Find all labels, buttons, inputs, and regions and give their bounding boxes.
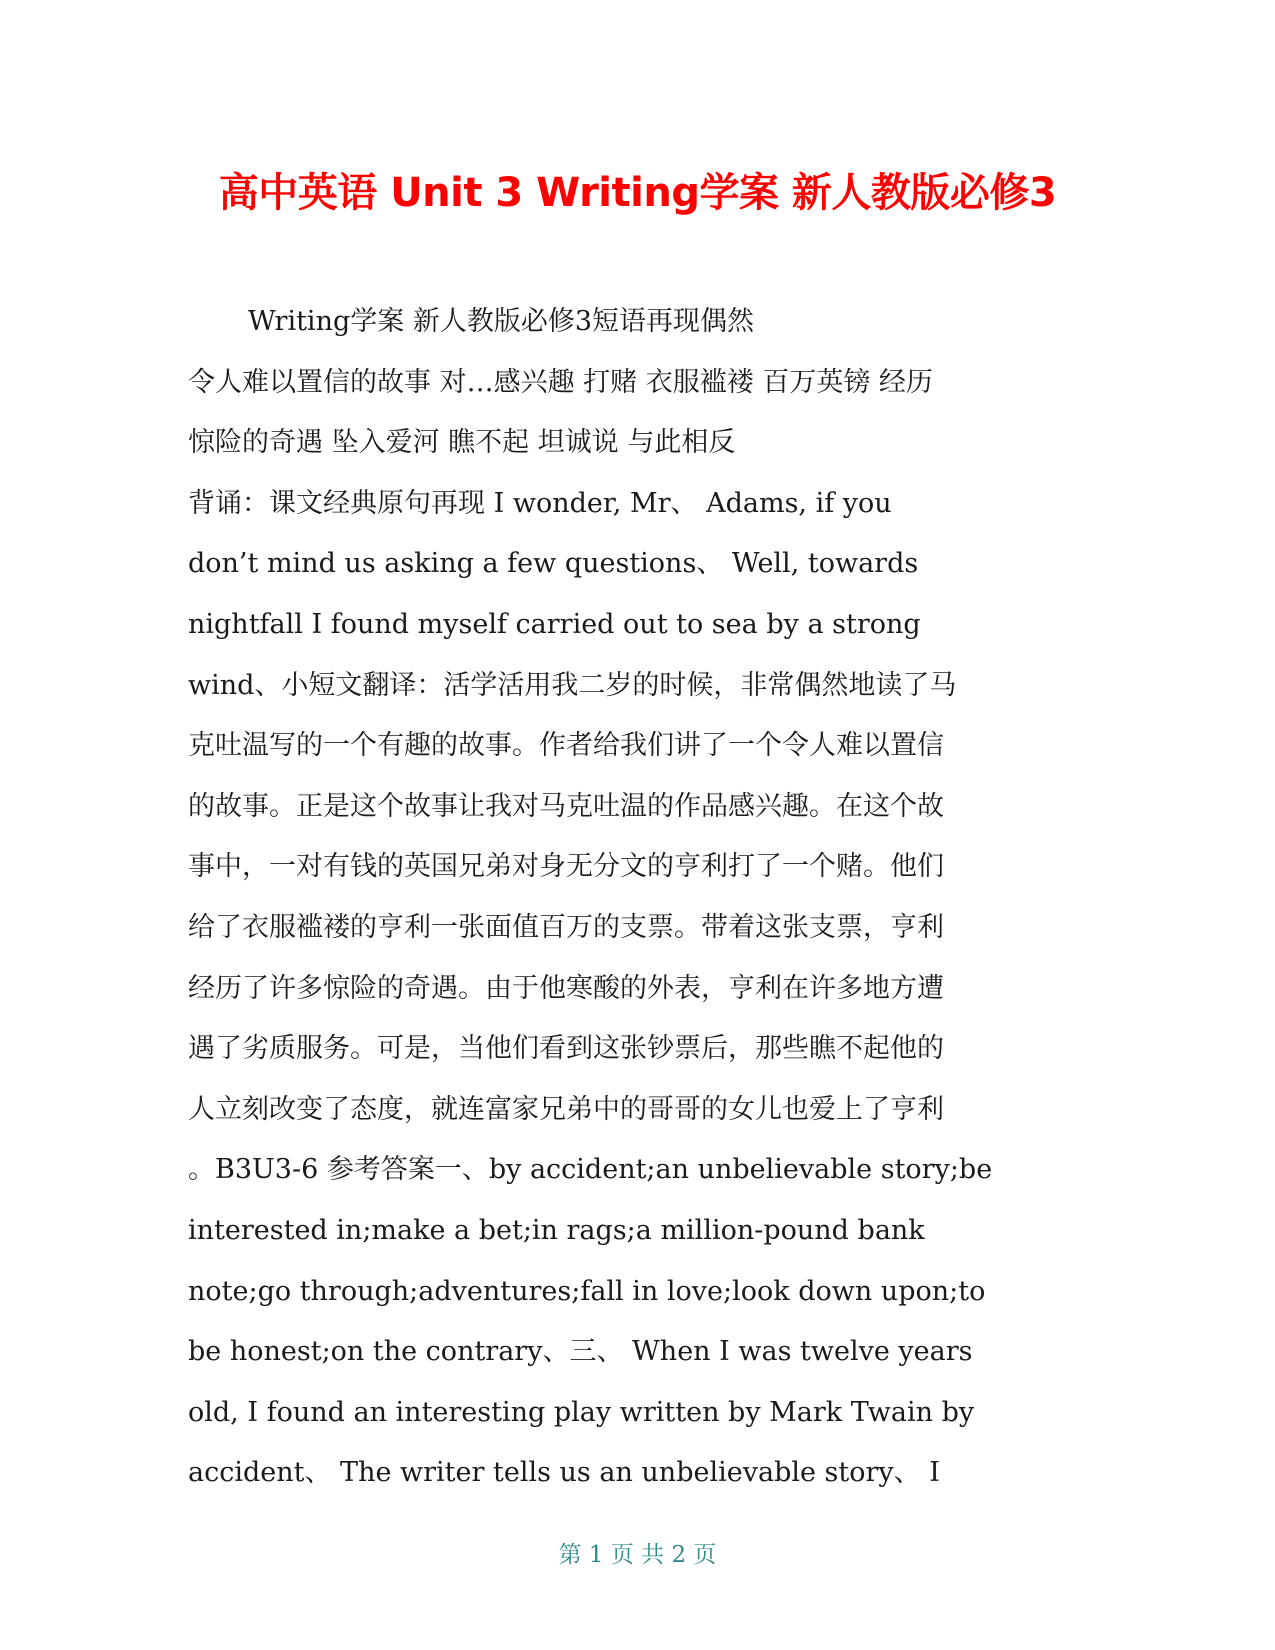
body-line: nightfall I found myself carried out to sea by a strong	[188, 608, 921, 640]
body-line: note;go through;adventures;fall in love;look down upon;to	[188, 1275, 986, 1307]
body-line: accident、 The writer tells us an unbelievable story、 I	[188, 1457, 940, 1489]
body-line: 克吐温写的一个有趣的故事。作者给我们讲了一个令人难以置信	[188, 730, 944, 762]
body-line: be honest;on the contrary、三、 When I was twelve years	[188, 1336, 973, 1368]
document-body	[188, 292, 1088, 1504]
body-line: 人立刻改变了态度，就连富家兄弟中的哥哥的女儿也爱上了亨利	[188, 1093, 944, 1125]
body-line: 遇了劣质服务。可是，当他们看到这张钞票后，那些瞧不起他的	[188, 1033, 944, 1065]
body-line: 惊险的奇遇 坠入爱河 瞧不起 坦诚说 与此相反	[188, 427, 736, 459]
body-line: 事中，一对有钱的英国兄弟对身无分文的亨利打了一个赌。他们	[188, 851, 944, 883]
body-line: 。B3U3-6 参考答案一、by accident;an unbelievable story;be	[188, 1154, 993, 1186]
body-line: 经历了许多惊险的奇遇。由于他寒酸的外表，亨利在许多地方遭	[188, 972, 944, 1004]
body-line: don’t mind us asking a few questions、 Well, towards	[188, 548, 919, 580]
body-line: interested in;make a bet;in rags;a million-pound bank	[188, 1214, 925, 1246]
body-line: 给了衣服褴褛的亨利一张面值百万的支票。带着这张支票，亨利	[188, 911, 944, 943]
body-line: Writing学案 新人教版必修3短语再现偶然	[248, 306, 754, 337]
body-line: 的故事。正是这个故事让我对马克吐温的作品感兴趣。在这个故	[188, 790, 944, 822]
body-line: 令人难以置信的故事 对…感兴趣 打赌 衣服褴褛 百万英镑 经历	[188, 366, 933, 398]
body-line: old, I found an interesting play written by Mark Twain by	[188, 1396, 975, 1428]
body-line: wind、小短文翻译：活学活用我二岁的时候，非常偶然地读了马	[188, 669, 957, 701]
page-number-footer: 第 1 页 共 2 页	[558, 1542, 717, 1568]
document-title: 高中英语 Unit 3 Writing学案 新人教版必修3	[218, 170, 1057, 216]
body-line: 背诵：课文经典原句再现 I wonder, Mr、 Adams, if you	[188, 487, 892, 519]
